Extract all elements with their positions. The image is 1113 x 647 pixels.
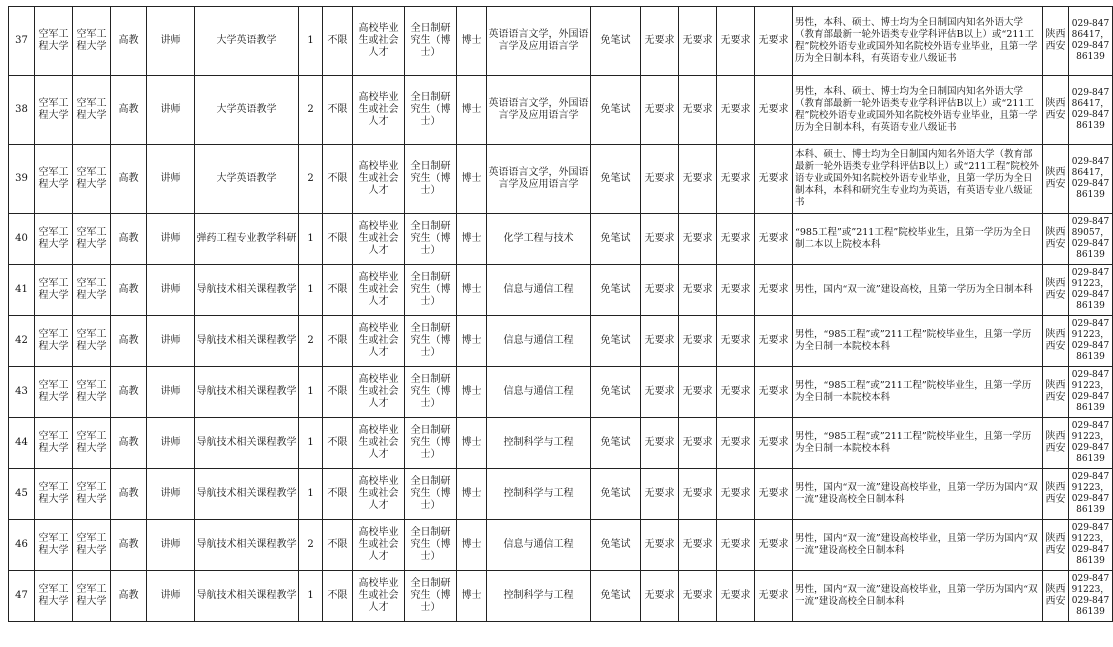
education-level-cell: 全日制研究生（博士） [405, 214, 457, 265]
exam-method-cell: 免笔试 [591, 76, 641, 145]
job-content-cell: 导航技术相关课程教学 [195, 265, 299, 316]
table-row [9, 367, 1113, 418]
table-row [9, 7, 1113, 76]
row-number-cell: 38 [9, 76, 35, 145]
degree-cell: 博士 [457, 76, 487, 145]
position-title-cell: 讲师 [147, 145, 195, 214]
position-title-cell: 讲师 [147, 418, 195, 469]
row-number-cell: 39 [9, 145, 35, 214]
applicant-source-cell: 高校毕业生或社会人才 [353, 214, 405, 265]
employer-unit-cell: 空军工程大学 [73, 520, 111, 571]
subject-field-cell: 控制科学与工程 [487, 418, 591, 469]
requirement-col-2-cell: 无要求 [679, 469, 717, 520]
position-category-cell: 高教 [111, 265, 147, 316]
applicant-source-cell: 高校毕业生或社会人才 [353, 7, 405, 76]
row-number-cell: 44 [9, 418, 35, 469]
position-title-cell: 讲师 [147, 7, 195, 76]
gender-requirement-cell: 不限 [323, 571, 353, 622]
other-requirements-cell: 男性，“985工程”或”211工程”院校毕业生，且第一学历为全日制一本院校本科 [793, 418, 1043, 469]
other-requirements-cell: 男性，国内“双一流”建设高校毕业，且第一学历为国内“双一流”建设高校全日制本科 [793, 571, 1043, 622]
work-location-cell: 陕西西安 [1043, 7, 1069, 76]
department-cell: 空军工程大学 [35, 7, 73, 76]
employer-unit-cell: 空军工程大学 [73, 418, 111, 469]
position-category-cell: 高教 [111, 571, 147, 622]
other-requirements-cell: 男性，本科、硕士、博士均为全日制国内知名外语大学（教育部最新一轮外语类专业学科评估B以上）或“211工程”院校外语专业或国外知名院校外语专业毕业，且第一学历为全日制本科，有英语专业八级证书 [793, 76, 1043, 145]
degree-cell: 博士 [457, 7, 487, 76]
requirement-col-2-cell: 无要求 [679, 571, 717, 622]
job-content-cell: 导航技术相关课程教学 [195, 316, 299, 367]
exam-method-cell: 免笔试 [591, 265, 641, 316]
work-location-cell: 陕西西安 [1043, 145, 1069, 214]
applicant-source-cell: 高校毕业生或社会人才 [353, 265, 405, 316]
requirement-col-4-cell: 无要求 [755, 265, 793, 316]
education-level-cell: 全日制研究生（博士） [405, 316, 457, 367]
requirement-col-4-cell: 无要求 [755, 214, 793, 265]
subject-field-cell: 信息与通信工程 [487, 316, 591, 367]
requirement-col-4-cell: 无要求 [755, 571, 793, 622]
requirement-col-1-cell: 无要求 [641, 520, 679, 571]
subject-field-cell: 英语语言文学，外国语言学及应用语言学 [487, 145, 591, 214]
hiring-count-cell: 1 [299, 214, 323, 265]
position-category-cell: 高教 [111, 7, 147, 76]
education-level-cell: 全日制研究生（博士） [405, 265, 457, 316]
recruitment-table [8, 6, 1113, 622]
table-row [9, 571, 1113, 622]
table-row [9, 76, 1113, 145]
job-content-cell: 导航技术相关课程教学 [195, 367, 299, 418]
requirement-col-1-cell: 无要求 [641, 265, 679, 316]
employer-unit-cell: 空军工程大学 [73, 214, 111, 265]
department-cell: 空军工程大学 [35, 76, 73, 145]
contact-phone-cell: 029-84791223，029-84786139 [1069, 316, 1113, 367]
applicant-source-cell: 高校毕业生或社会人才 [353, 145, 405, 214]
position-title-cell: 讲师 [147, 76, 195, 145]
requirement-col-3-cell: 无要求 [717, 469, 755, 520]
table-row [9, 265, 1113, 316]
hiring-count-cell: 1 [299, 469, 323, 520]
hiring-count-cell: 1 [299, 571, 323, 622]
requirement-col-4-cell: 无要求 [755, 316, 793, 367]
employer-unit-cell: 空军工程大学 [73, 316, 111, 367]
gender-requirement-cell: 不限 [323, 418, 353, 469]
employer-unit-cell: 空军工程大学 [73, 145, 111, 214]
work-location-cell: 陕西西安 [1043, 367, 1069, 418]
exam-method-cell: 免笔试 [591, 469, 641, 520]
recruitment-table-container [8, 6, 1113, 622]
table-row [9, 469, 1113, 520]
degree-cell: 博士 [457, 520, 487, 571]
degree-cell: 博士 [457, 265, 487, 316]
requirement-col-1-cell: 无要求 [641, 214, 679, 265]
requirement-col-3-cell: 无要求 [717, 7, 755, 76]
requirement-col-4-cell: 无要求 [755, 418, 793, 469]
requirement-col-3-cell: 无要求 [717, 367, 755, 418]
requirement-col-3-cell: 无要求 [717, 265, 755, 316]
education-level-cell: 全日制研究生（博士） [405, 145, 457, 214]
job-content-cell: 导航技术相关课程教学 [195, 571, 299, 622]
subject-field-cell: 英语语言文学，外国语言学及应用语言学 [487, 7, 591, 76]
table-row [9, 520, 1113, 571]
position-title-cell: 讲师 [147, 520, 195, 571]
job-content-cell: 弹药工程专业教学科研 [195, 214, 299, 265]
row-number-cell: 41 [9, 265, 35, 316]
position-category-cell: 高教 [111, 469, 147, 520]
applicant-source-cell: 高校毕业生或社会人才 [353, 571, 405, 622]
contact-phone-cell: 029-84791223，029-84786139 [1069, 520, 1113, 571]
requirement-col-2-cell: 无要求 [679, 418, 717, 469]
employer-unit-cell: 空军工程大学 [73, 571, 111, 622]
applicant-source-cell: 高校毕业生或社会人才 [353, 418, 405, 469]
applicant-source-cell: 高校毕业生或社会人才 [353, 520, 405, 571]
department-cell: 空军工程大学 [35, 265, 73, 316]
employer-unit-cell: 空军工程大学 [73, 367, 111, 418]
hiring-count-cell: 1 [299, 265, 323, 316]
row-number-cell: 46 [9, 520, 35, 571]
requirement-col-3-cell: 无要求 [717, 520, 755, 571]
education-level-cell: 全日制研究生（博士） [405, 571, 457, 622]
job-content-cell: 导航技术相关课程教学 [195, 418, 299, 469]
work-location-cell: 陕西西安 [1043, 316, 1069, 367]
department-cell: 空军工程大学 [35, 418, 73, 469]
work-location-cell: 陕西西安 [1043, 520, 1069, 571]
job-content-cell: 大学英语教学 [195, 7, 299, 76]
requirement-col-3-cell: 无要求 [717, 316, 755, 367]
requirement-col-2-cell: 无要求 [679, 7, 717, 76]
hiring-count-cell: 1 [299, 367, 323, 418]
other-requirements-cell: 男性，本科、硕士、博士均为全日制国内知名外语大学（教育部最新一轮外语类专业学科评估B以上）或“211工程”院校外语专业或国外知名院校外语专业毕业，且第一学历为全日制本科，有英语专业八级证书 [793, 7, 1043, 76]
subject-field-cell: 化学工程与技术 [487, 214, 591, 265]
requirement-col-1-cell: 无要求 [641, 571, 679, 622]
row-number-cell: 40 [9, 214, 35, 265]
requirement-col-4-cell: 无要求 [755, 469, 793, 520]
contact-phone-cell: 029-84791223，029-84786139 [1069, 571, 1113, 622]
education-level-cell: 全日制研究生（博士） [405, 469, 457, 520]
department-cell: 空军工程大学 [35, 520, 73, 571]
row-number-cell: 47 [9, 571, 35, 622]
position-category-cell: 高教 [111, 316, 147, 367]
requirement-col-2-cell: 无要求 [679, 145, 717, 214]
row-number-cell: 42 [9, 316, 35, 367]
applicant-source-cell: 高校毕业生或社会人才 [353, 469, 405, 520]
subject-field-cell: 控制科学与工程 [487, 469, 591, 520]
requirement-col-2-cell: 无要求 [679, 76, 717, 145]
hiring-count-cell: 2 [299, 316, 323, 367]
department-cell: 空军工程大学 [35, 571, 73, 622]
position-title-cell: 讲师 [147, 469, 195, 520]
degree-cell: 博士 [457, 469, 487, 520]
requirement-col-1-cell: 无要求 [641, 316, 679, 367]
contact-phone-cell: 029-84786417，029-84786139 [1069, 145, 1113, 214]
requirement-col-1-cell: 无要求 [641, 367, 679, 418]
applicant-source-cell: 高校毕业生或社会人才 [353, 367, 405, 418]
requirement-col-4-cell: 无要求 [755, 367, 793, 418]
table-body [9, 7, 1113, 622]
gender-requirement-cell: 不限 [323, 265, 353, 316]
job-content-cell: 大学英语教学 [195, 76, 299, 145]
requirement-col-4-cell: 无要求 [755, 520, 793, 571]
position-category-cell: 高教 [111, 76, 147, 145]
applicant-source-cell: 高校毕业生或社会人才 [353, 316, 405, 367]
job-content-cell: 导航技术相关课程教学 [195, 469, 299, 520]
employer-unit-cell: 空军工程大学 [73, 469, 111, 520]
gender-requirement-cell: 不限 [323, 469, 353, 520]
position-category-cell: 高教 [111, 418, 147, 469]
subject-field-cell: 信息与通信工程 [487, 520, 591, 571]
subject-field-cell: 信息与通信工程 [487, 367, 591, 418]
gender-requirement-cell: 不限 [323, 316, 353, 367]
work-location-cell: 陕西西安 [1043, 571, 1069, 622]
degree-cell: 博士 [457, 316, 487, 367]
requirement-col-1-cell: 无要求 [641, 76, 679, 145]
requirement-col-1-cell: 无要求 [641, 469, 679, 520]
education-level-cell: 全日制研究生（博士） [405, 520, 457, 571]
degree-cell: 博士 [457, 214, 487, 265]
department-cell: 空军工程大学 [35, 145, 73, 214]
position-title-cell: 讲师 [147, 367, 195, 418]
requirement-col-3-cell: 无要求 [717, 571, 755, 622]
requirement-col-1-cell: 无要求 [641, 7, 679, 76]
gender-requirement-cell: 不限 [323, 76, 353, 145]
job-content-cell: 大学英语教学 [195, 145, 299, 214]
work-location-cell: 陕西西安 [1043, 469, 1069, 520]
position-category-cell: 高教 [111, 520, 147, 571]
exam-method-cell: 免笔试 [591, 520, 641, 571]
job-content-cell: 导航技术相关课程教学 [195, 520, 299, 571]
department-cell: 空军工程大学 [35, 214, 73, 265]
table-row [9, 418, 1113, 469]
subject-field-cell: 英语语言文学，外国语言学及应用语言学 [487, 76, 591, 145]
gender-requirement-cell: 不限 [323, 214, 353, 265]
requirement-col-1-cell: 无要求 [641, 418, 679, 469]
exam-method-cell: 免笔试 [591, 214, 641, 265]
requirement-col-4-cell: 无要求 [755, 7, 793, 76]
gender-requirement-cell: 不限 [323, 145, 353, 214]
row-number-cell: 45 [9, 469, 35, 520]
hiring-count-cell: 1 [299, 418, 323, 469]
contact-phone-cell: 029-84791223，029-84786139 [1069, 418, 1113, 469]
subject-field-cell: 信息与通信工程 [487, 265, 591, 316]
requirement-col-4-cell: 无要求 [755, 145, 793, 214]
table-row [9, 145, 1113, 214]
subject-field-cell: 控制科学与工程 [487, 571, 591, 622]
contact-phone-cell: 029-84789057，029-84786139 [1069, 214, 1113, 265]
employer-unit-cell: 空军工程大学 [73, 265, 111, 316]
hiring-count-cell: 2 [299, 145, 323, 214]
employer-unit-cell: 空军工程大学 [73, 76, 111, 145]
requirement-col-2-cell: 无要求 [679, 367, 717, 418]
exam-method-cell: 免笔试 [591, 316, 641, 367]
other-requirements-cell: 本科、硕士、博士均为全日制国内知名外语大学（教育部最新一轮外语类专业学科评估B以上）或“211工程”院校外语专业或国外知名院校外语专业毕业，且第一学历为全日制本科，本科和研究生专业均为英语，有英语专业八级证书 [793, 145, 1043, 214]
hiring-count-cell: 2 [299, 76, 323, 145]
requirement-col-1-cell: 无要求 [641, 145, 679, 214]
requirement-col-4-cell: 无要求 [755, 76, 793, 145]
degree-cell: 博士 [457, 367, 487, 418]
other-requirements-cell: 男性，国内“双一流”建设高校，且第一学历为全日制本科 [793, 265, 1043, 316]
requirement-col-3-cell: 无要求 [717, 214, 755, 265]
position-title-cell: 讲师 [147, 265, 195, 316]
exam-method-cell: 免笔试 [591, 367, 641, 418]
requirement-col-2-cell: 无要求 [679, 520, 717, 571]
exam-method-cell: 免笔试 [591, 418, 641, 469]
gender-requirement-cell: 不限 [323, 7, 353, 76]
position-title-cell: 讲师 [147, 214, 195, 265]
department-cell: 空军工程大学 [35, 367, 73, 418]
row-number-cell: 43 [9, 367, 35, 418]
table-row [9, 214, 1113, 265]
gender-requirement-cell: 不限 [323, 520, 353, 571]
requirement-col-2-cell: 无要求 [679, 265, 717, 316]
other-requirements-cell: “985工程”或”211工程”院校毕业生，且第一学历为全日制二本以上院校本科 [793, 214, 1043, 265]
requirement-col-2-cell: 无要求 [679, 316, 717, 367]
requirement-col-3-cell: 无要求 [717, 145, 755, 214]
department-cell: 空军工程大学 [35, 469, 73, 520]
contact-phone-cell: 029-84786417，029-84786139 [1069, 76, 1113, 145]
other-requirements-cell: 男性，“985工程”或”211工程”院校毕业生，且第一学历为全日制一本院校本科 [793, 367, 1043, 418]
education-level-cell: 全日制研究生（博士） [405, 367, 457, 418]
requirement-col-3-cell: 无要求 [717, 418, 755, 469]
education-level-cell: 全日制研究生（博士） [405, 418, 457, 469]
other-requirements-cell: 男性，“985工程”或”211工程”院校毕业生，且第一学历为全日制一本院校本科 [793, 316, 1043, 367]
position-category-cell: 高教 [111, 367, 147, 418]
exam-method-cell: 免笔试 [591, 571, 641, 622]
employer-unit-cell: 空军工程大学 [73, 7, 111, 76]
position-title-cell: 讲师 [147, 316, 195, 367]
hiring-count-cell: 1 [299, 7, 323, 76]
row-number-cell: 37 [9, 7, 35, 76]
other-requirements-cell: 男性，国内“双一流”建设高校毕业，且第一学历为国内“双一流”建设高校全日制本科 [793, 520, 1043, 571]
education-level-cell: 全日制研究生（博士） [405, 76, 457, 145]
table-row [9, 316, 1113, 367]
work-location-cell: 陕西西安 [1043, 265, 1069, 316]
position-title-cell: 讲师 [147, 571, 195, 622]
contact-phone-cell: 029-84791223，029-84786139 [1069, 265, 1113, 316]
department-cell: 空军工程大学 [35, 316, 73, 367]
education-level-cell: 全日制研究生（博士） [405, 7, 457, 76]
contact-phone-cell: 029-84791223，029-84786139 [1069, 367, 1113, 418]
work-location-cell: 陕西西安 [1043, 76, 1069, 145]
requirement-col-3-cell: 无要求 [717, 76, 755, 145]
gender-requirement-cell: 不限 [323, 367, 353, 418]
applicant-source-cell: 高校毕业生或社会人才 [353, 76, 405, 145]
contact-phone-cell: 029-84786417，029-84786139 [1069, 7, 1113, 76]
exam-method-cell: 免笔试 [591, 7, 641, 76]
other-requirements-cell: 男性，国内“双一流”建设高校毕业，且第一学历为国内“双一流”建设高校全日制本科 [793, 469, 1043, 520]
contact-phone-cell: 029-84791223，029-84786139 [1069, 469, 1113, 520]
requirement-col-2-cell: 无要求 [679, 214, 717, 265]
degree-cell: 博士 [457, 145, 487, 214]
hiring-count-cell: 2 [299, 520, 323, 571]
work-location-cell: 陕西西安 [1043, 418, 1069, 469]
position-category-cell: 高教 [111, 214, 147, 265]
exam-method-cell: 免笔试 [591, 145, 641, 214]
position-category-cell: 高教 [111, 145, 147, 214]
degree-cell: 博士 [457, 571, 487, 622]
degree-cell: 博士 [457, 418, 487, 469]
work-location-cell: 陕西西安 [1043, 214, 1069, 265]
